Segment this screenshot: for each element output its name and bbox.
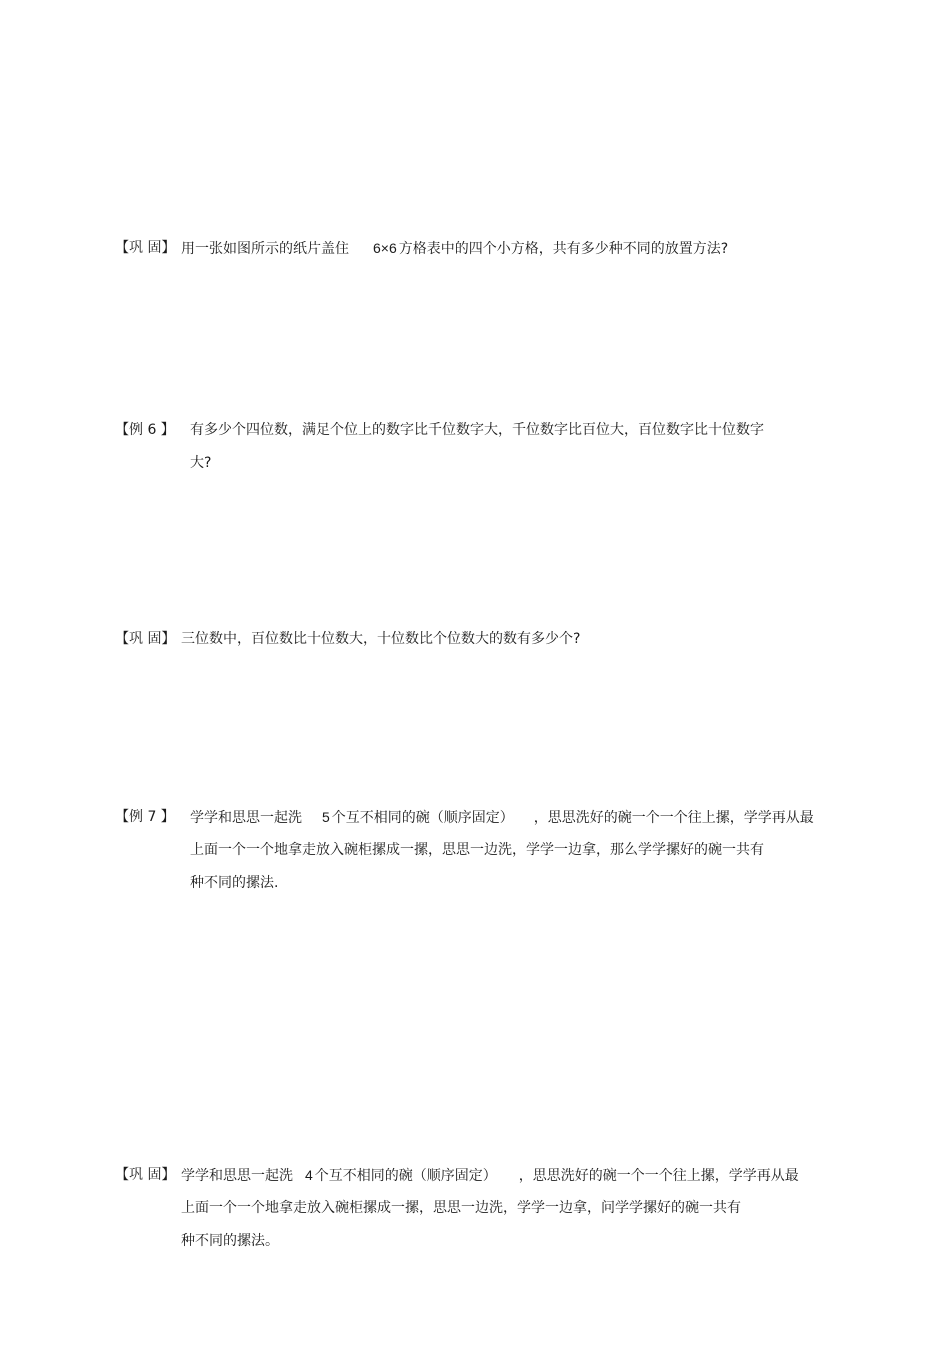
- bowl-count: 4: [305, 1167, 313, 1183]
- problem-text-line: [190, 808, 814, 826]
- problem-text-line: 三位数中，百位数比十位数大，十位数比个位数大的数有多少个?: [181, 631, 581, 647]
- text-segment: 学学和思思一起洗: [190, 810, 302, 826]
- problem-tag: 【巩 固】: [115, 240, 176, 256]
- problem-text-line: 上面一个一个地拿走放入碗柜摞成一摞，思思一边洗，学学一边拿，问学学摞好的碗一共有: [181, 1200, 741, 1216]
- text-segment: ，思思洗好的碗一个一个往上摞，学学再从最: [533, 810, 814, 826]
- grid-size: 6×6: [373, 240, 397, 256]
- problem-text-line: [181, 1166, 799, 1184]
- problem-tag: 【例 6 】: [115, 422, 175, 438]
- problem-text-line: 种不同的摞法.: [190, 875, 279, 891]
- text-segment: 方格表中的四个小方格，共有多少种不同的放置方法?: [398, 241, 729, 257]
- text-segment: 学学和思思一起洗: [181, 1168, 293, 1184]
- problem-tag: 【例 7 】: [115, 809, 175, 825]
- bowl-count: 5: [322, 809, 330, 825]
- problem-text-line: 上面一个一个地拿走放入碗柜摞成一摞，思思一边洗，学学一边拿，那么学学摞好的碗一共有: [190, 842, 764, 858]
- problem-text-line: 种不同的摞法。: [181, 1233, 279, 1249]
- problem-tag: 【巩 固】: [115, 631, 176, 647]
- problem-text-line: 有多少个四位数，满足个位上的数字比千位数字大，千位数字比百位大，百位数字比十位数字: [190, 422, 764, 438]
- text-segment: 个互不相同的碗（顺序固定）: [314, 1168, 497, 1184]
- text-segment: ，思思洗好的碗一个一个往上摞，学学再从最: [518, 1168, 799, 1184]
- text-segment: 用一张如图所示的纸片盖住: [181, 241, 349, 257]
- problem-tag: 【巩 固】: [115, 1167, 176, 1183]
- problem-text-line: [181, 239, 728, 257]
- text-segment: 个互不相同的碗（顺序固定）: [331, 810, 514, 826]
- problem-text-line: 大?: [190, 455, 212, 471]
